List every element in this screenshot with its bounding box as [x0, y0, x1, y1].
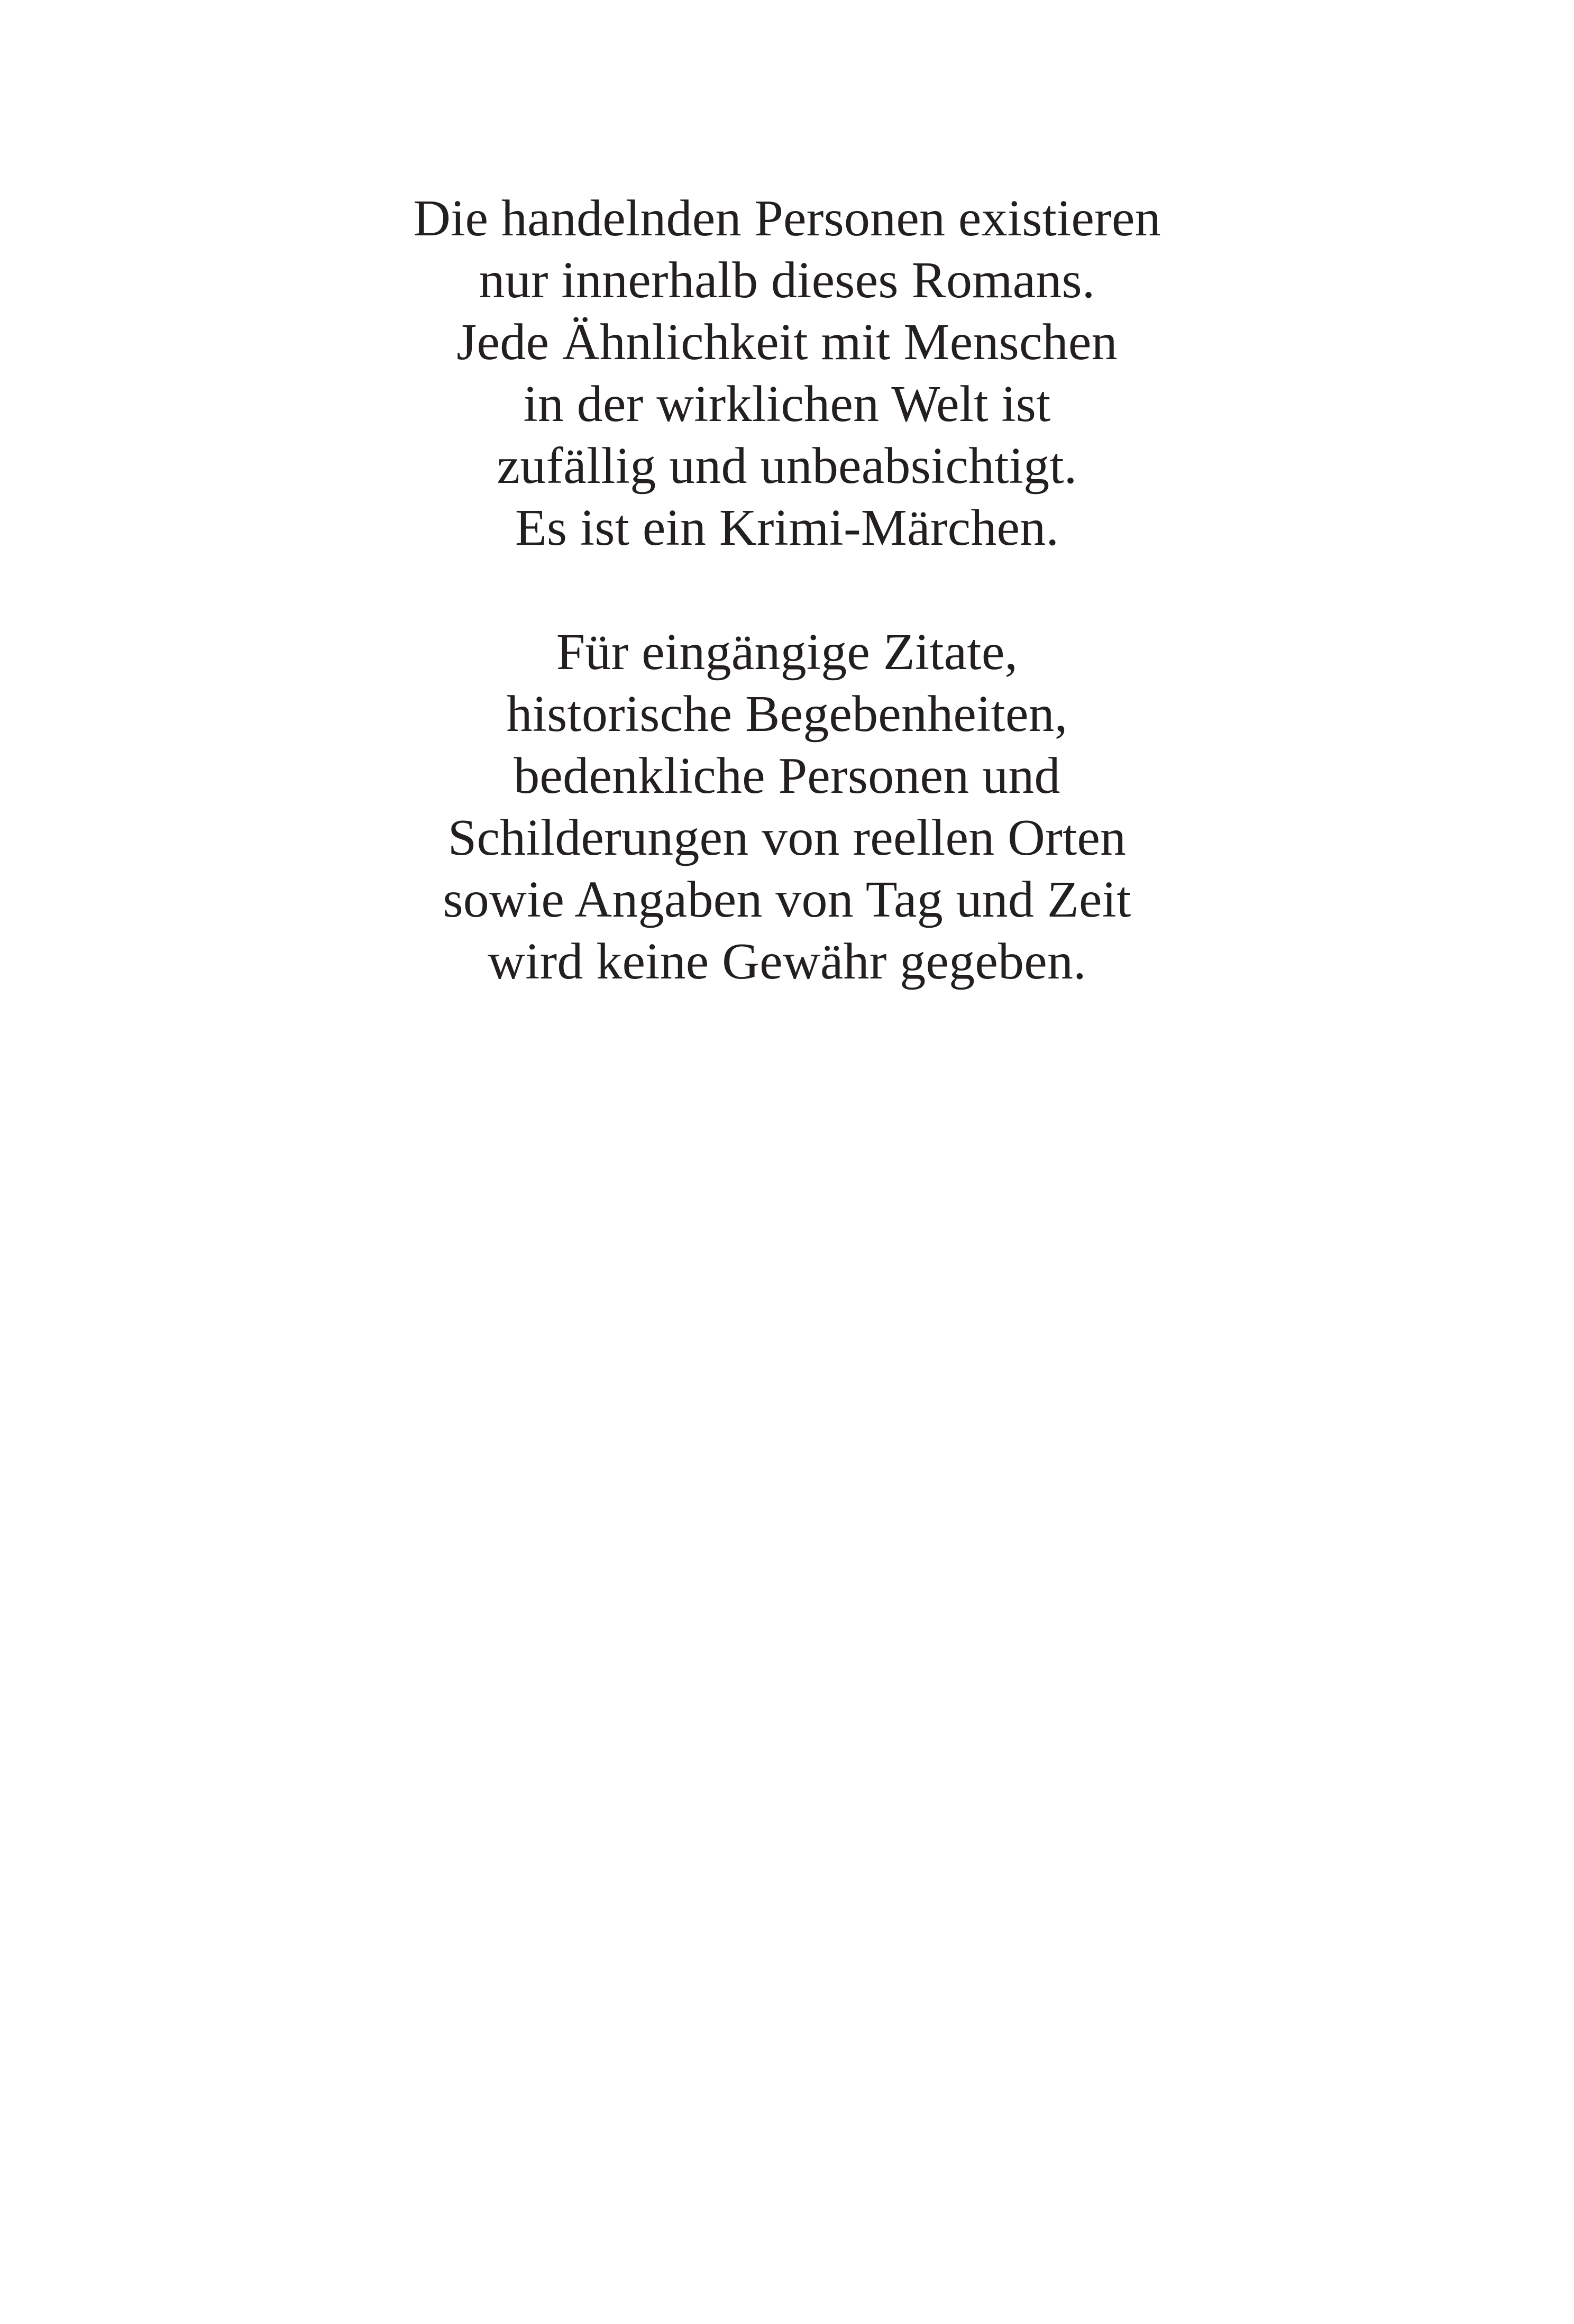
text-line: Jede Ähnlichkeit mit Menschen [456, 314, 1118, 371]
text-line: nur innerhalb dieses Romans. [479, 252, 1095, 309]
disclaimer-paragraph-no-warranty [0, 621, 1574, 993]
text-line: sowie Angaben von Tag und Zeit [443, 871, 1131, 928]
text-line: Für eingängige Zitate, [556, 624, 1018, 681]
text-line: Die handelnden Personen existieren [413, 190, 1161, 247]
text-line: bedenkliche Personen und [514, 747, 1060, 804]
text-line: Es ist ein Krimi-Märchen. [515, 499, 1059, 556]
text-line: in der wirklichen Welt ist [523, 376, 1051, 433]
text-line: Schilderungen von reellen Orten [447, 809, 1127, 866]
text-line: zufällig und unbeabsichtigt. [497, 437, 1077, 495]
disclaimer-paragraph-fiction [0, 188, 1574, 559]
text-line: historische Begebenheiten, [506, 685, 1068, 743]
text-line: wird keine Gewähr gegeben. [488, 933, 1086, 990]
